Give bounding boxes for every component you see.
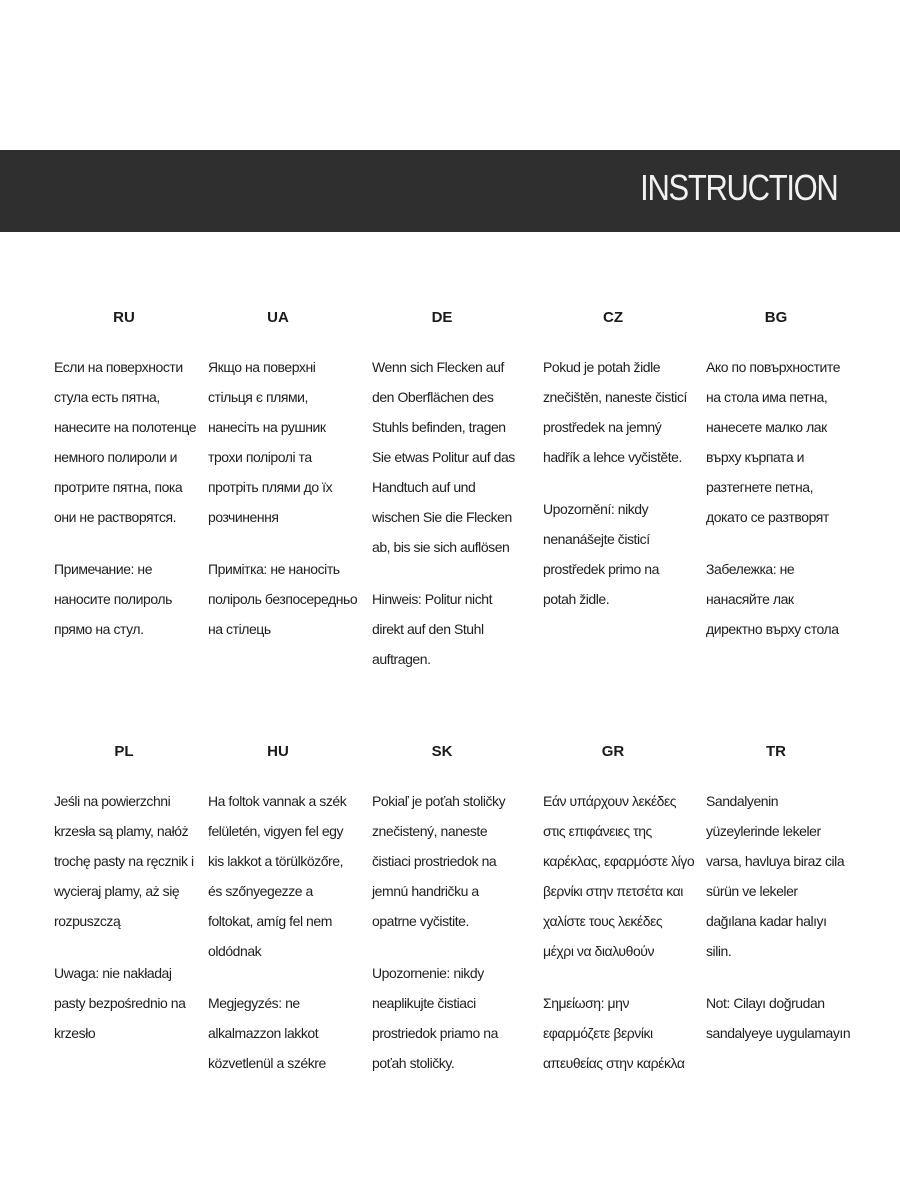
language-block-pl	[54, 742, 204, 1070]
language-block-ru	[54, 308, 204, 666]
language-code: CZ	[603, 309, 623, 326]
language-block-cz	[543, 308, 693, 636]
header-bar	[0, 150, 900, 232]
language-block-hu	[208, 742, 358, 1100]
language-code: RU	[113, 309, 135, 326]
instruction-text: Pokud je potah židle znečištěn, naneste čisticí prostředek na jemný hadřík a lehce vyčistěte.	[543, 359, 687, 465]
language-block-sk	[372, 742, 522, 1100]
language-row-1	[0, 308, 900, 667]
language-code: BG	[764, 309, 788, 326]
language-code: HU	[267, 743, 289, 760]
instruction-text: Wenn sich Flecken auf den Oberflächen des Stuhls befinden, tragen Sie etwas Politur auf das Handtuch auf und wischen Sie die Flecken ab, bis sie sich auflösen	[372, 359, 515, 555]
language-block-tr	[706, 742, 856, 1070]
language-block-bg	[706, 308, 856, 666]
instruction-note: Upozornenie: nikdy neaplikujte čistiaci prostriedok priamo na poťah stoličky.	[372, 965, 498, 1071]
instruction-text: Εάν υπάρχουν λεκέδες στις επιφάνειες της καρέκλας, εφαρμόστε λίγο βερνίκι στην πετσέτα και χαλίστε τους λεκέδες μέχρι να διαλυθούν	[543, 793, 695, 959]
language-block-ua	[208, 308, 358, 666]
instruction-note: Σημείωση: μην εφαρμόζετε βερνίκι απευθείας στην καρέκλα	[543, 995, 685, 1071]
language-code: TR	[766, 743, 786, 760]
language-block-de	[372, 308, 522, 696]
instruction-text: Pokiaľ je poťah stoličky znečistený, naneste čistiaci prostriedok na jemnú handričku a opatrne vyčistite.	[372, 793, 506, 929]
instruction-text: Если на поверхности стула есть пятна, нанесите на полотенце немного полироли и протрите пятна, пока они не растворятся.	[54, 359, 197, 525]
instruction-text: Jeśli na powierzchni krzesła są plamy, nałóż trochę pasty na ręcznik i wycieraj plamy, aż się rozpuszczą	[54, 793, 194, 929]
language-code: SK	[431, 743, 453, 760]
language-block-gr	[543, 742, 693, 1100]
instruction-text: Ha foltok vannak a szék felületén, vigyen fel egy kis lakkot a törülközőre, és szőnyegezze a foltokat, amíg fel nem oldódnak	[208, 793, 347, 959]
language-row-2	[0, 742, 900, 1072]
language-code: GR	[601, 743, 625, 760]
instruction-note: Примітка: не наносіть поліроль безпосередньо на стілець	[208, 561, 358, 637]
instruction-note: Hinweis: Politur nicht direkt auf den Stuhl auftragen.	[372, 591, 493, 667]
instruction-text: Sandalyenin yüzeylerinde lekeler varsa, havluya biraz cila sürün ve lekeler dağılana kadar halıyı silin.	[706, 793, 845, 959]
language-code: DE	[431, 309, 453, 326]
language-code: UA	[267, 309, 289, 326]
instruction-note: Upozornění: nikdy nenanášejte čisticí prostředek primo na potah židle.	[543, 501, 659, 607]
instruction-note: Примечание: не наносите полироль прямо на стул.	[54, 561, 172, 637]
instruction-note: Megjegyzés: ne alkalmazzon lakkot közvetlenül a székre	[208, 995, 326, 1071]
page-title: INSTRUCTION	[639, 167, 837, 208]
instruction-note: Not: Cilayı doğrudan sandalyeye uygulamayın	[706, 995, 851, 1041]
instruction-note: Uwaga: nie nakładaj pasty bezpośrednio na krzesło	[54, 965, 186, 1041]
instruction-text: Ако по повърхностите на стола има петна, нанесете малко лак върху кърпата и разтегнете петна, докато се разтворят	[706, 359, 841, 525]
instruction-text: Якщо на поверхні стільця є плями, нанесіть на рушник трохи поліролі та протріть плями до їх розчинення	[208, 359, 333, 525]
instruction-note: Забележка: не нанасяйте лак директно върху стола	[706, 561, 839, 637]
language-code: PL	[114, 743, 134, 760]
